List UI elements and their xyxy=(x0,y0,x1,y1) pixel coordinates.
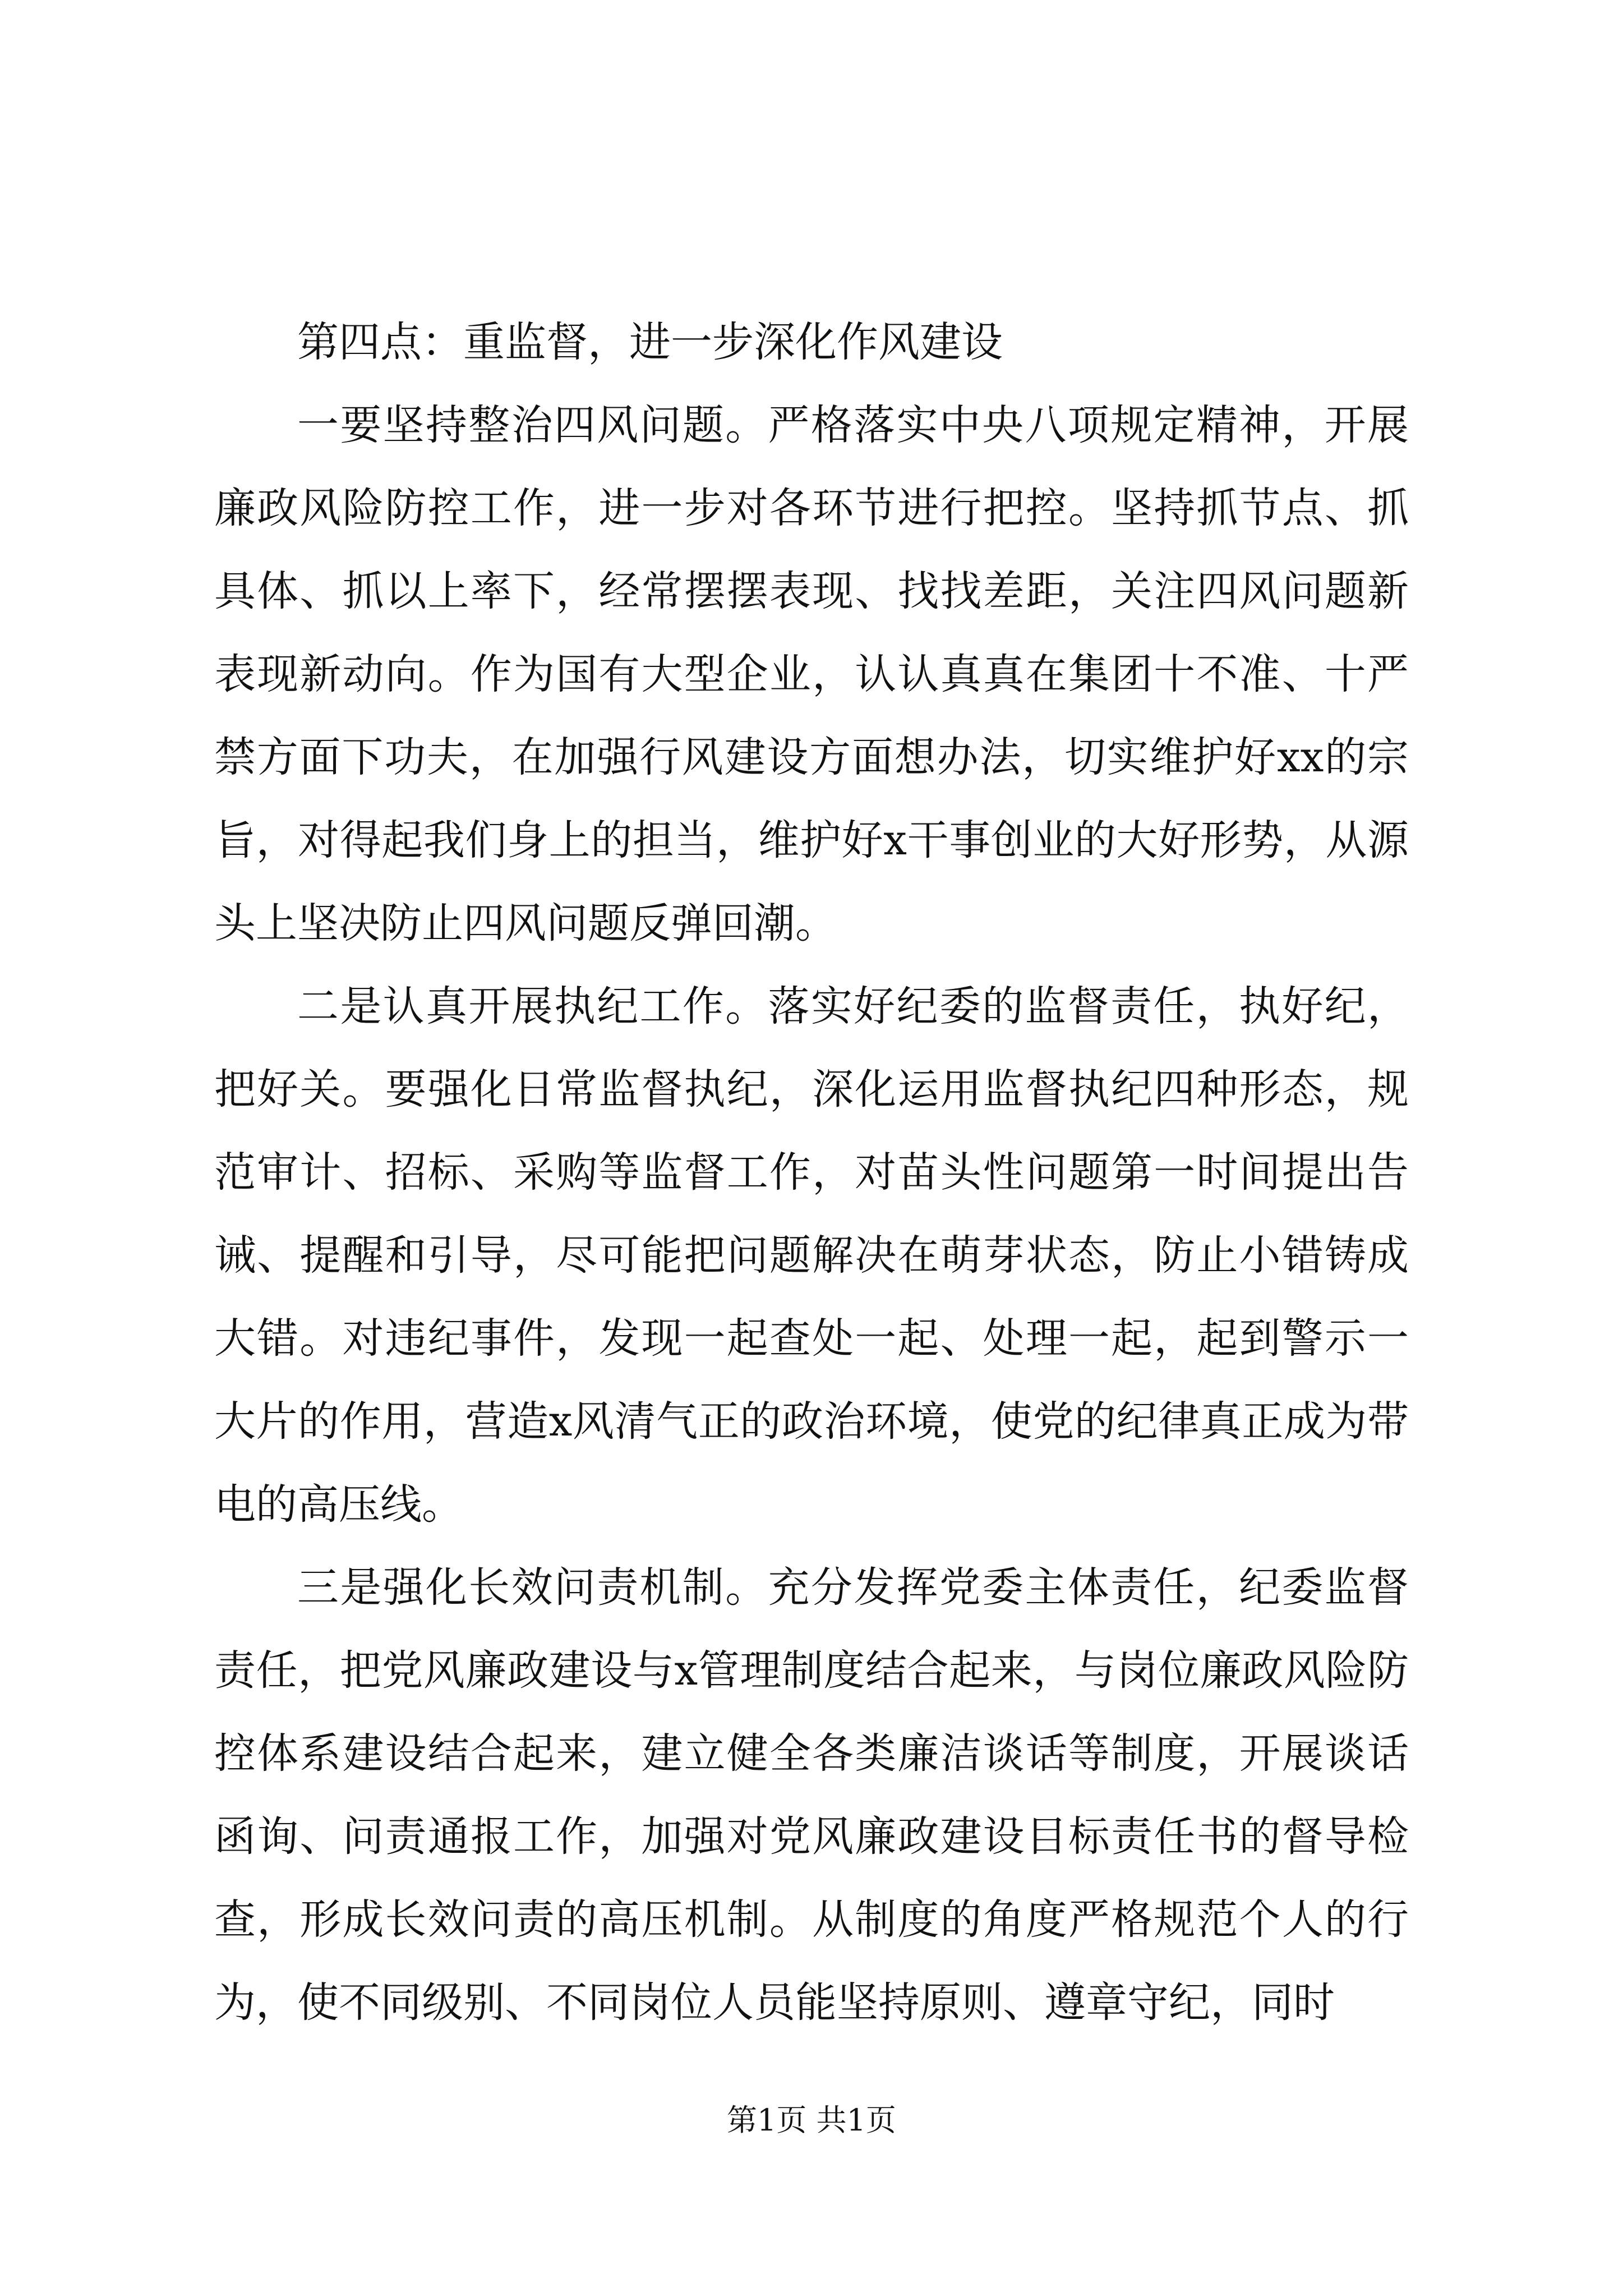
paragraph-1: 一要坚持整治四风问题。严格落实中央八项规定精神，开展廉政风险防控工作，进一步对各环节进行把控。坚持抓节点、抓具体、抓以上率下，经常摆摆表现、找找差距，关注四风问题新表现新动向。作为国有大型企业，认认真真在集团十不准、十严禁方面下功夫，在加强行风建设方面想办法，切实维护好xx的宗旨，对得起我们身上的担当，维护好x干事创业的大好形势，从源头上坚决防止四风问题反弹回潮。 xyxy=(214,401,1409,947)
page-footer: 第1页 共1页 xyxy=(727,2102,896,2138)
paragraph-3: 三是强化长效问责机制。充分发挥党委主体责任，纪委监督责任，把党风廉政建设与x管理制度结合起来，与岗位廉政风险防控体系建设结合起来，建立健全各类廉洁谈话等制度，开展谈话函询、问责通报工作，加强对党风廉政建设目标责任书的督导检查，形成长效问责的高压机制。从制度的角度严格规范个人的行为，使不同级别、不同岗位人员能坚持原则、遵章守纪，同时 xyxy=(214,1563,1409,2027)
section-heading: 第四点：重监督，进一步深化作风建设 xyxy=(297,318,1003,366)
document-body xyxy=(214,301,1409,2044)
paragraph-2: 二是认真开展执纪工作。落实好纪委的监督责任，执好纪，把好关。要强化日常监督执纪，深化运用监督执纪四种形态，规范审计、招标、采购等监督工作，对苗头性问题第一时间提出告诫、提醒和引导，尽可能把问题解决在萌芽状态，防止小错铸成大错。对违纪事件，发现一起查处一起、处理一起，起到警示一大片的作用，营造x风清气正的政治环境，使党的纪律真正成为带电的高压线。 xyxy=(214,982,1409,1529)
